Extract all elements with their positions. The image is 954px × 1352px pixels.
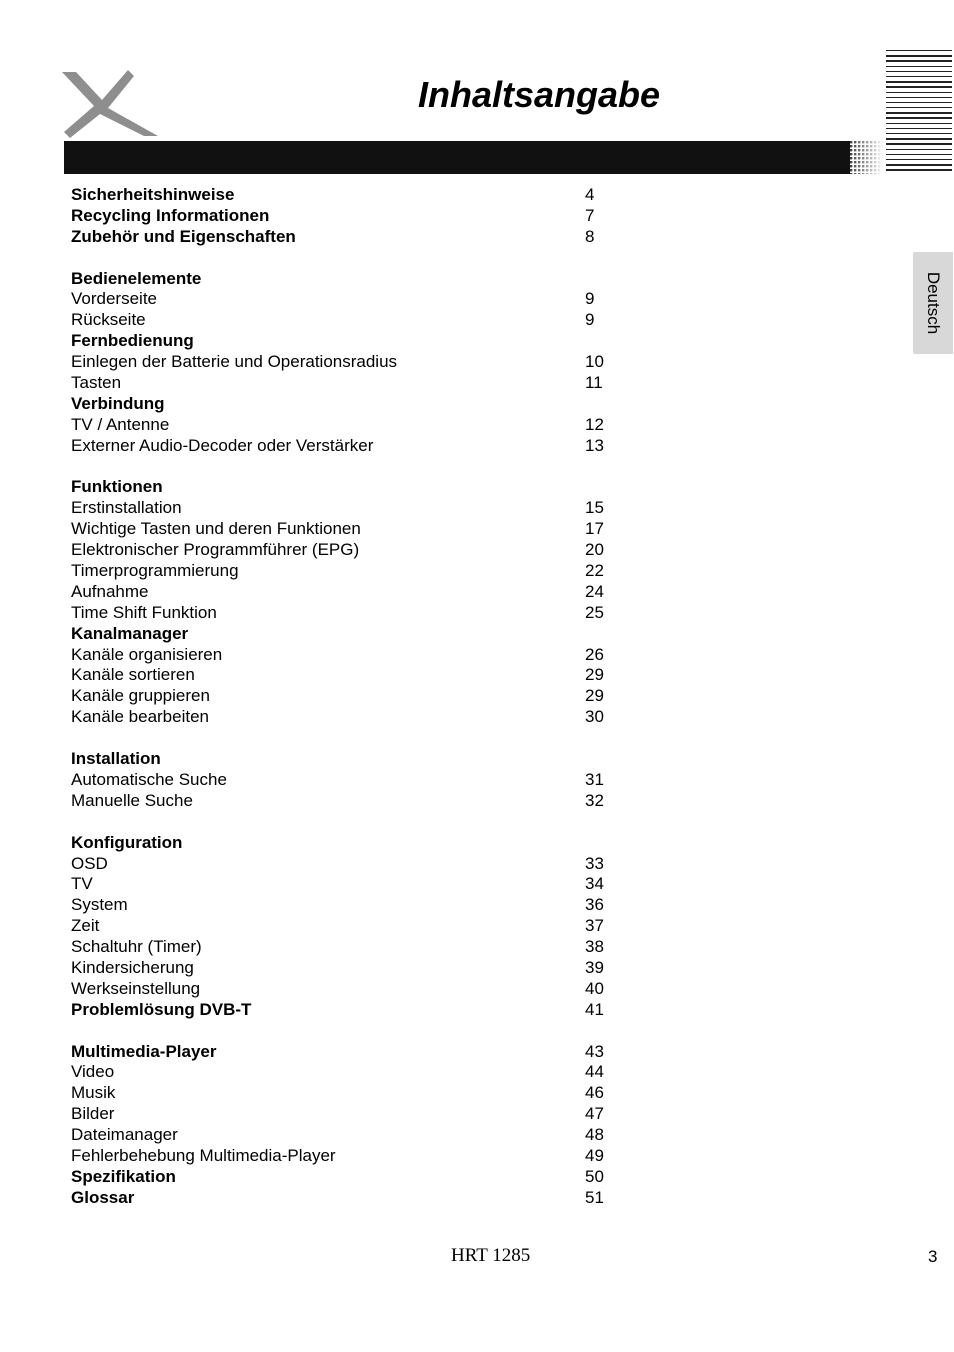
toc-spacer (71, 457, 631, 478)
toc-entry-label: Problemlösung DVB-T (71, 999, 252, 1019)
toc-entry-page: 25 (585, 602, 604, 622)
product-name: HRT 1285 (451, 1245, 531, 1266)
toc-entry-page: 50 (585, 1166, 604, 1186)
toc-entry-label: Werkseinstellung (71, 978, 201, 998)
toc-section-heading (71, 394, 631, 415)
toc-entry-page: 10 (585, 352, 604, 372)
toc-entry-page: 29 (585, 686, 604, 706)
toc-entry-label: Multimedia-Player (71, 1041, 217, 1061)
toc-entry (71, 540, 631, 561)
toc-entry (71, 289, 631, 310)
toc-entry-page: 46 (585, 1083, 604, 1103)
toc-entry-page: 40 (585, 978, 604, 998)
toc-entry-page: 12 (585, 414, 604, 434)
toc-entry-label: Kindersicherung (71, 957, 194, 977)
toc-entry (71, 874, 631, 895)
toc-spacer (71, 1021, 631, 1042)
toc-entry-label: Kanäle gruppieren (71, 686, 210, 706)
toc-entry (71, 1083, 631, 1104)
toc-spacer (71, 812, 631, 833)
toc-entry-label: Installation (71, 749, 161, 769)
toc-entry-label: Manuelle Suche (71, 790, 193, 810)
toc-entry-page: 13 (585, 435, 604, 455)
toc-section-heading (71, 185, 631, 206)
toc-entry-label: Spezifikation (71, 1166, 176, 1186)
toc-entry (71, 791, 631, 812)
toc-entry (71, 373, 631, 394)
toc-entry-label: Schaltuhr (Timer) (71, 937, 202, 957)
toc-section-heading (71, 1167, 631, 1188)
toc-entry-label: Einlegen der Batterie und Operationsradius (71, 352, 398, 372)
toc-entry-label: System (71, 895, 128, 915)
toc-entry-page: 31 (585, 769, 604, 789)
toc-entry-label: TV (71, 874, 93, 894)
toc-entry-page: 37 (585, 916, 604, 936)
toc-entry (71, 686, 631, 707)
toc-entry (71, 665, 631, 686)
toc-entry-page: 7 (585, 205, 595, 225)
language-tab (913, 252, 953, 354)
toc-entry-label: Funktionen (71, 477, 163, 497)
toc-entry-label: Externer Audio-Decoder oder Verstärker (71, 435, 374, 455)
toc-entry (71, 1104, 631, 1125)
toc-entry-label: Recycling Informationen (71, 205, 270, 225)
toc-section-heading (71, 749, 631, 770)
toc-entry (71, 519, 631, 540)
toc-entry-label: Dateimanager (71, 1125, 178, 1145)
toc-entry-page: 36 (585, 895, 604, 915)
toc-entry (71, 603, 631, 624)
toc-entry-page: 8 (585, 226, 595, 246)
toc-section-heading (71, 227, 631, 248)
toc-entry-page: 43 (585, 1041, 604, 1061)
toc-section-heading (71, 833, 631, 854)
toc-entry-label: OSD (71, 853, 108, 873)
toc-entry-label: Zubehör und Eigenschaften (71, 226, 296, 246)
toc-entry-page: 29 (585, 665, 604, 685)
toc-entry-page: 38 (585, 937, 604, 957)
toc-entry-label: Sicherheitshinweise (71, 185, 235, 204)
toc-entry-label: Wichtige Tasten und deren Funktionen (71, 519, 361, 539)
toc-entry-label: Kanäle sortieren (71, 665, 195, 685)
toc-entry-page: 33 (585, 853, 604, 873)
toc-entry-label: Fehlerbehebung Multimedia-Player (71, 1145, 336, 1165)
toc-section-heading (71, 1188, 631, 1209)
brand-logo-x-icon (62, 70, 162, 138)
toc-entry-label: Glossar (71, 1187, 135, 1207)
dotted-fade-decoration (842, 141, 884, 174)
toc-entry-label: Aufnahme (71, 581, 149, 601)
toc-entry (71, 916, 631, 937)
decorative-stripes (886, 50, 952, 178)
toc-entry-label: Video (71, 1062, 115, 1082)
toc-entry (71, 707, 631, 728)
toc-entry-label: Erstinstallation (71, 498, 182, 518)
toc-entry (71, 1146, 631, 1167)
toc-entry-page: 49 (585, 1145, 604, 1165)
toc-entry-label: Kanäle organisieren (71, 644, 223, 664)
toc-entry (71, 645, 631, 666)
toc-entry-page: 20 (585, 540, 604, 560)
toc-entry-page: 24 (585, 581, 604, 601)
toc-entry (71, 352, 631, 373)
toc-entry-label: Time Shift Funktion (71, 602, 217, 622)
toc-entry-page: 32 (585, 790, 604, 810)
toc-entry-label: Timerprogrammierung (71, 561, 239, 581)
toc-section-heading (71, 477, 631, 498)
toc-entry-label: Fernbedienung (71, 331, 194, 351)
toc-entry (71, 854, 631, 875)
toc-entry-label: TV / Antenne (71, 414, 170, 434)
toc-entry (71, 582, 631, 603)
toc-entry-label: Kanäle bearbeiten (71, 707, 210, 727)
toc-entry (71, 310, 631, 331)
toc-section-heading (71, 1042, 631, 1063)
toc-section-heading (71, 269, 631, 290)
toc-entry (71, 436, 631, 457)
toc-entry (71, 937, 631, 958)
page-number: 3 (928, 1247, 938, 1266)
language-tab-label: Deutsch (924, 271, 943, 335)
toc-entry-label: Kanalmanager (71, 623, 189, 643)
toc-entry-page: 44 (585, 1062, 604, 1082)
toc-entry-page: 41 (585, 999, 604, 1019)
toc-entry-label: Rückseite (71, 310, 146, 330)
toc-entry-label: Bilder (71, 1104, 115, 1124)
toc-entry (71, 958, 631, 979)
header-bar (64, 141, 850, 174)
toc-entry-page: 39 (585, 957, 604, 977)
toc-entry-page: 11 (585, 373, 603, 393)
toc-entry-page: 47 (585, 1104, 604, 1124)
toc-entry-page: 9 (585, 289, 595, 309)
toc-entry-page: 51 (585, 1187, 604, 1207)
toc-entry-page: 22 (585, 561, 604, 581)
toc-entry-label: Tasten (71, 373, 122, 393)
toc-entry-page: 48 (585, 1125, 604, 1145)
toc-entry-page: 30 (585, 707, 604, 727)
toc-section-heading (71, 206, 631, 227)
toc-entry (71, 1125, 631, 1146)
toc-entry (71, 415, 631, 436)
toc-entry-page: 15 (585, 498, 604, 518)
toc-entry-label: Vorderseite (71, 289, 157, 309)
toc-entry-label: Automatische Suche (71, 769, 227, 789)
toc-entry-label: Musik (71, 1083, 116, 1103)
toc-entry (71, 979, 631, 1000)
toc-section-heading (71, 331, 631, 352)
toc-entry-page: 9 (585, 310, 595, 330)
toc-spacer (71, 728, 631, 749)
toc-entry-label: Konfiguration (71, 832, 183, 852)
toc-entry-page: 34 (585, 874, 604, 894)
toc-entry-label: Elektronischer Programmführer (EPG) (71, 540, 360, 560)
toc-entry-label: Bedienelemente (71, 268, 202, 288)
toc-entry (71, 561, 631, 582)
toc-entry-page: 4 (585, 185, 595, 204)
toc-section-heading (71, 624, 631, 645)
page-title: Inhaltsangabe (418, 74, 661, 115)
toc-entry-label: Verbindung (71, 393, 165, 413)
toc-entry-label: Zeit (71, 916, 100, 936)
toc-entry-page: 17 (585, 519, 604, 539)
toc-entry-page: 26 (585, 644, 604, 664)
toc-section-heading (71, 1000, 631, 1021)
toc-entry (71, 498, 631, 519)
toc-spacer (71, 248, 631, 269)
toc-entry (71, 770, 631, 791)
toc-entry (71, 895, 631, 916)
table-of-contents (71, 185, 631, 1209)
toc-entry (71, 1062, 631, 1083)
